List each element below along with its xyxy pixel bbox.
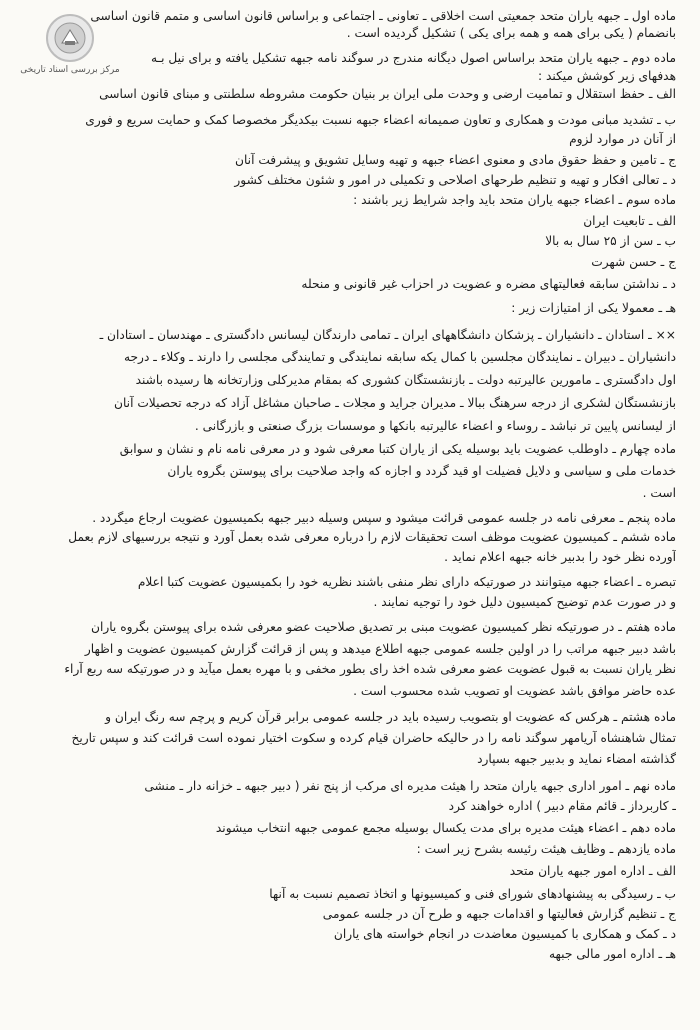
- document-line: ×× ـ استادان ـ دانشیاران ـ پزشکان دانشگاههای ایران ـ تمامی دارندگان لیسانس دادگستری ـ مهندسان ـ استادان ـ: [99, 328, 676, 342]
- document-line: ماده دهم ـ اعضاء هیئت مدیره برای مدت یکسال بوسیله مجمع عمومی جبهه انتخاب میشوند: [215, 821, 676, 835]
- document-line: از آنان در موارد لزوم: [569, 132, 676, 146]
- document-line: ج ـ حسن شهرت: [591, 255, 676, 269]
- document-line: تمثال شاهنشاه آریامهر سوگند نامه را در حالیکه حاضران قیام کرده و سکوت اختیار نموده است قرائت کند و سپس تاریخ: [71, 731, 676, 745]
- document-line: عده حاضر موافق باشد عضویت او تصویب شده محسوب است .: [353, 684, 676, 698]
- document-line: خدمات ملی و سیاسی و دلایل فضیلت او قید گردد و اجازه که واجد صلاحیت برای پیوستن بگروه یاران: [167, 464, 676, 478]
- document-line: ماده چهارم ـ داوطلب عضویت باید بوسیله یکی از یاران کتبا معرفی شود و در معرفی نامه نام و نشان و سوابق: [119, 442, 676, 456]
- document-line: هدفهای زیر کوشش میکند :: [538, 69, 676, 83]
- document-line: است .: [642, 486, 676, 500]
- document-line: نظر یاران نسبت به قبول عضویت عضو معرفی شده اخذ رای بطور مخفی و با مهره بعمل میآید و در صورتیکه سه ربع آراء: [64, 662, 676, 676]
- document-line: د ـ تعالی افکار و تهیه و تنظیم طرحهای اصلاحی و تکمیلی در امور و شئون مختلف کشور: [234, 173, 676, 187]
- document-body: [48, 8, 676, 1022]
- watermark-text: مرکز بررسی اسناد تاریخی: [20, 65, 120, 75]
- document-line: ج ـ تنظیم گزارش فعالیتها و اقدامات جبهه و طرح آن در جلسه عمومی: [322, 907, 676, 921]
- document-line: الف ـ تابعیت ایران: [583, 214, 676, 228]
- document-line: ب ـ تشدید مبانی مودت و همکاری و تعاون صمیمانه اعضاء جبهه نسبت بیکدیگر مخصوصا کمک و حمایت سریع و فوری: [85, 113, 676, 127]
- document-line: ج ـ تامین و حفظ حقوق مادی و معنوی اعضاء جبهه و تهیه وسایل تشویق و پیشرفت آنان: [235, 153, 676, 167]
- document-line: ماده پنجم ـ معرفی نامه در جلسه عمومی قرائت میشود و سپس وسیله دبیر جبهه بکمیسیون عضویت ارجاع میگردد .: [92, 511, 676, 525]
- document-line: باشد دبیر جبهه مراتب را در اولین جلسه عمومی جبهه اطلاع میدهد و پس از قرائت گزارش کمیسیون عضویت و اظهار: [84, 642, 676, 656]
- document-line: گذاشته امضاء نماید و بدبیر جبهه بسپارد: [477, 752, 676, 766]
- document-line: بانضمام ( یکی برای همه و همه برای یکی ) تشکیل گردیده است .: [346, 26, 676, 40]
- document-line: ماده هفتم ـ در صورتیکه نظر کمیسیون عضویت مبنی بر تصدیق صلاحیت عضو معرفی شده برای پیوستن بگروه یاران: [91, 620, 676, 634]
- document-line: ب ـ سن از ۲۵ سال به بالا: [545, 234, 676, 248]
- document-line: بازنشستگان لشکری از درجه سرهنگ ببالا ـ مدیران جراید و مجلات ـ صاحبان مشاغل آزاد که درجه تحصیلات آنان: [114, 396, 676, 410]
- document-line: ماده سوم ـ اعضاء جبهه یاران متحد باید واجد شرایط زیر باشند :: [353, 193, 676, 207]
- document-line: د ـ کمک و همکاری با کمیسیون معاضدت در انجام خواسته های یاران: [333, 927, 676, 941]
- document-line: تبصره ـ اعضاء جبهه میتوانند در صورتیکه دارای نظر منفی باشند نظریه خود را بکمیسیون عضویت کتبا اعلام: [137, 575, 676, 589]
- document-line: ـ کاربرداز ـ قائم مقام دبیر ) اداره خواهند کرد: [448, 799, 676, 813]
- document-line: و در صورت عدم توضیح کمیسیون دلیل خود را توجیه نمایند .: [373, 595, 676, 609]
- document-line: ماده ششم ـ کمیسیون عضویت موظف است تحقیقات لازم را درباره معرفی شده بعمل آورد و نتیجه بررسیهای لازم بعمل: [68, 530, 676, 544]
- document-line: ماده یازدهم ـ وظایف هیئت رئیسه بشرح زیر است :: [416, 842, 676, 856]
- document-line: هـ ـ اداره امور مالی جبهه: [549, 947, 676, 961]
- document-line: هـ ـ معمولا یکی از امتیازات زیر :: [511, 301, 676, 315]
- document-line: د ـ نداشتن سابقه فعالیتهای مضره و عضویت در احزاب غیر قانونی و منحله: [301, 277, 676, 291]
- document-line: ماده هشتم ـ هرکس که عضویت او بتصویب رسیده باید در جلسه عمومی برابر قرآن کریم و پرچم سه رنگ ایران و: [105, 710, 676, 724]
- document-line: ماده دوم ـ جبهه یاران متحد براساس اصول دیگانه مندرج در سوگند نامه جبهه تشکیل یافته و برای نیل بـه: [151, 51, 676, 65]
- document-line: الف ـ اداره امور جبهه یاران متحد: [509, 864, 676, 878]
- document-line: از لیسانس پایین تر نباشد ـ روساء و اعضاء عالیرتبه بانکها و موسسات بزرگ صنعتی و بازرگانی .: [194, 419, 676, 433]
- document-line: اول دادگستری ـ مامورین عالیرتبه دولت ـ بازنشستگان کشوری که بمقام مدیرکلی وزارتخانه ها رسیده باشند: [135, 373, 676, 387]
- document-line: الف ـ حفظ استقلال و تمامیت ارضی و وحدت ملی ایران بر بنیان حکومت مشروطه سلطنتی و مبنای قانون اساسی: [99, 87, 676, 101]
- document-line: ب ـ رسیدگی به پیشنهادهای شورای فنی و کمیسیونها و اتخاذ تصمیم نسبت به آنها: [269, 887, 676, 901]
- document-line: ماده اول ـ جبهه یاران متحد جمعیتی است اخلاقی ـ تعاونی ـ اجتماعی و براساس قانون اساسی و متمم قانون اساسی: [90, 9, 676, 23]
- document-line: ماده نهم ـ امور اداری جبهه یاران متحد را هیئت مدیره ای مرکب از پنج نفر ( دبیر جبهه ـ خزانه دار ـ منشی: [144, 779, 676, 793]
- document-line: آورده نظر خود را بدبیر خانه جبهه اعلام نماید .: [444, 550, 676, 564]
- document-line: دانشیاران ـ دبیران ـ نمایندگان مجلسین با کمال یکه سابقه نمایندگی و تمایندگی مجلسی را دارند ـ وکلاء ـ درجه: [123, 350, 676, 364]
